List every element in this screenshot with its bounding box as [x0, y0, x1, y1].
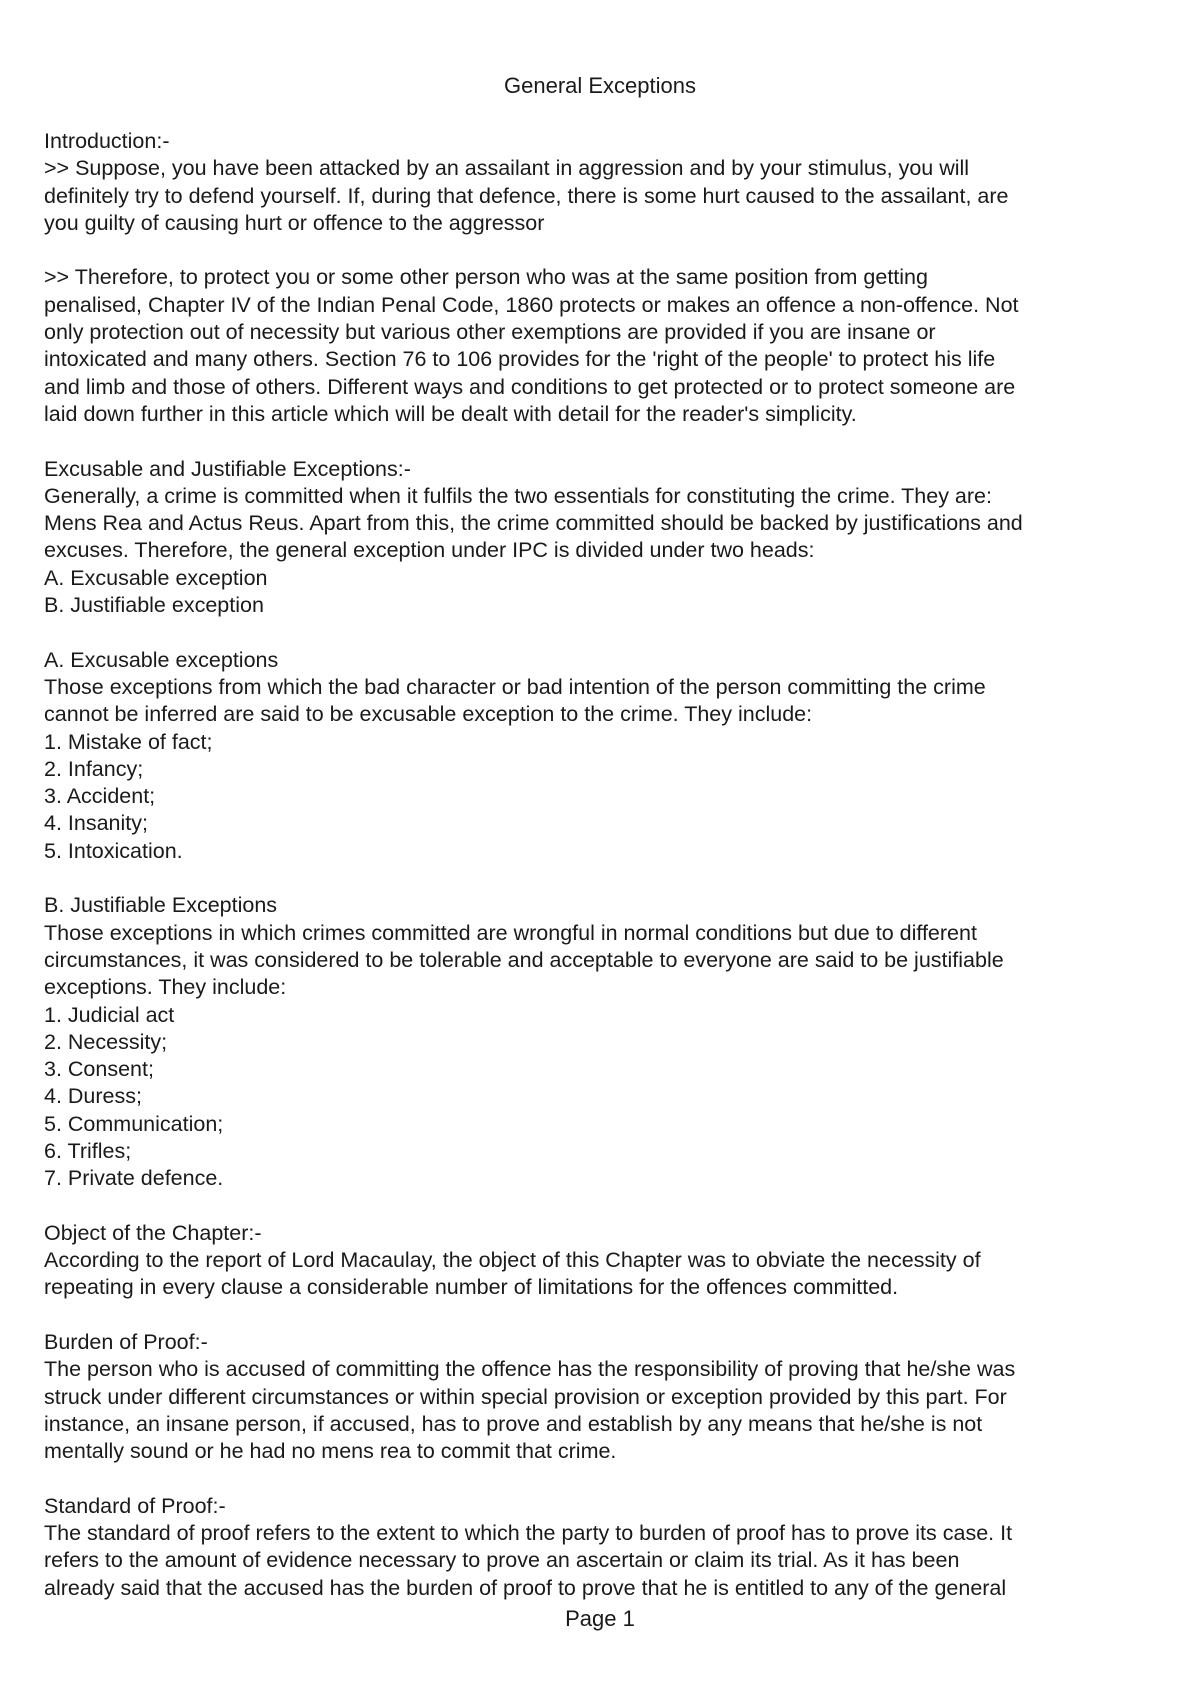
document-body: Introduction:- >> Suppose, you have been attacked by an assailant in aggression and by your stimulus, you will definitely try to defend yourself. If, during that defence, there is some hurt caused to the assailant, are you guilty of causing hurt or offence to the aggressor >> Therefore, to protect you or some other person who was at the same position from getting penalised, Chapter IV of the Indian Penal Code, 1860 protects or makes an offence a non-offence. Not only protection out of necessity but various other exemptions are provided if you are insane or intoxicated and many others. Section 76 to 106 provides for the 'right of the people' to protect his life and limb and those of others. Different ways and conditions to get protected or to protect someone are laid down further in this article which will be dealt with detail for the reader's simplicity. Excusable and Justifiable Exceptions:- Generally, a crime is committed when it fulfils the two essentials for constituting the crime. They are: Mens Rea and Actus Reus. Apart from this, the crime committed should be backed by justifications and excuses. Therefore, the general exception under IPC is divided under two heads: A. Excusable exception B. Justifiable exception A. Excusable exceptions Those exceptions from which the bad character or bad intention of the person committing the crime cannot be inferred are said to be excusable exception to the crime. They include: 1. Mistake of fact; 2. Infancy; 3. Accident; 4. Insanity; 5. Intoxication. B. Justifiable Exceptions Those exceptions in which crimes committed are wrongful in normal conditions but due to different circumstances, it was considered to be tolerable and acceptable to everyone are said to be justifiable exceptions. They include: 1. Judicial act 2. Necessity; 3. Consent; 4. Duress; 5. Communication; 6. Trifles; 7. Private defence. Object of the Chapter:- According to the report of Lord Macaulay, the object of this Chapter was to obviate the necessity of repeating in every clause a considerable number of limitations for the offences committed. Burden of Proof:- The person who is accused of committing the offence has the responsibility of proving that he/she was struck under different circumstances or within special provision or exception provided by this part. For instance, an insane person, if accused, has to prove and establish by any means that he/she is not mentally sound or he had no mens rea to commit that crime. Standard of Proof:- The standard of proof refers to the extent to which the party to burden of proof has to prove its case. It refers to the amount of evidence necessary to prove an ascertain or claim its trial. As it has been already said that the accused has the burden of proof to prove that he is entitled to any of the general [44, 129, 1023, 1600]
page-number: Page 1 [565, 1606, 635, 1631]
document-title: General Exceptions [504, 73, 696, 98]
